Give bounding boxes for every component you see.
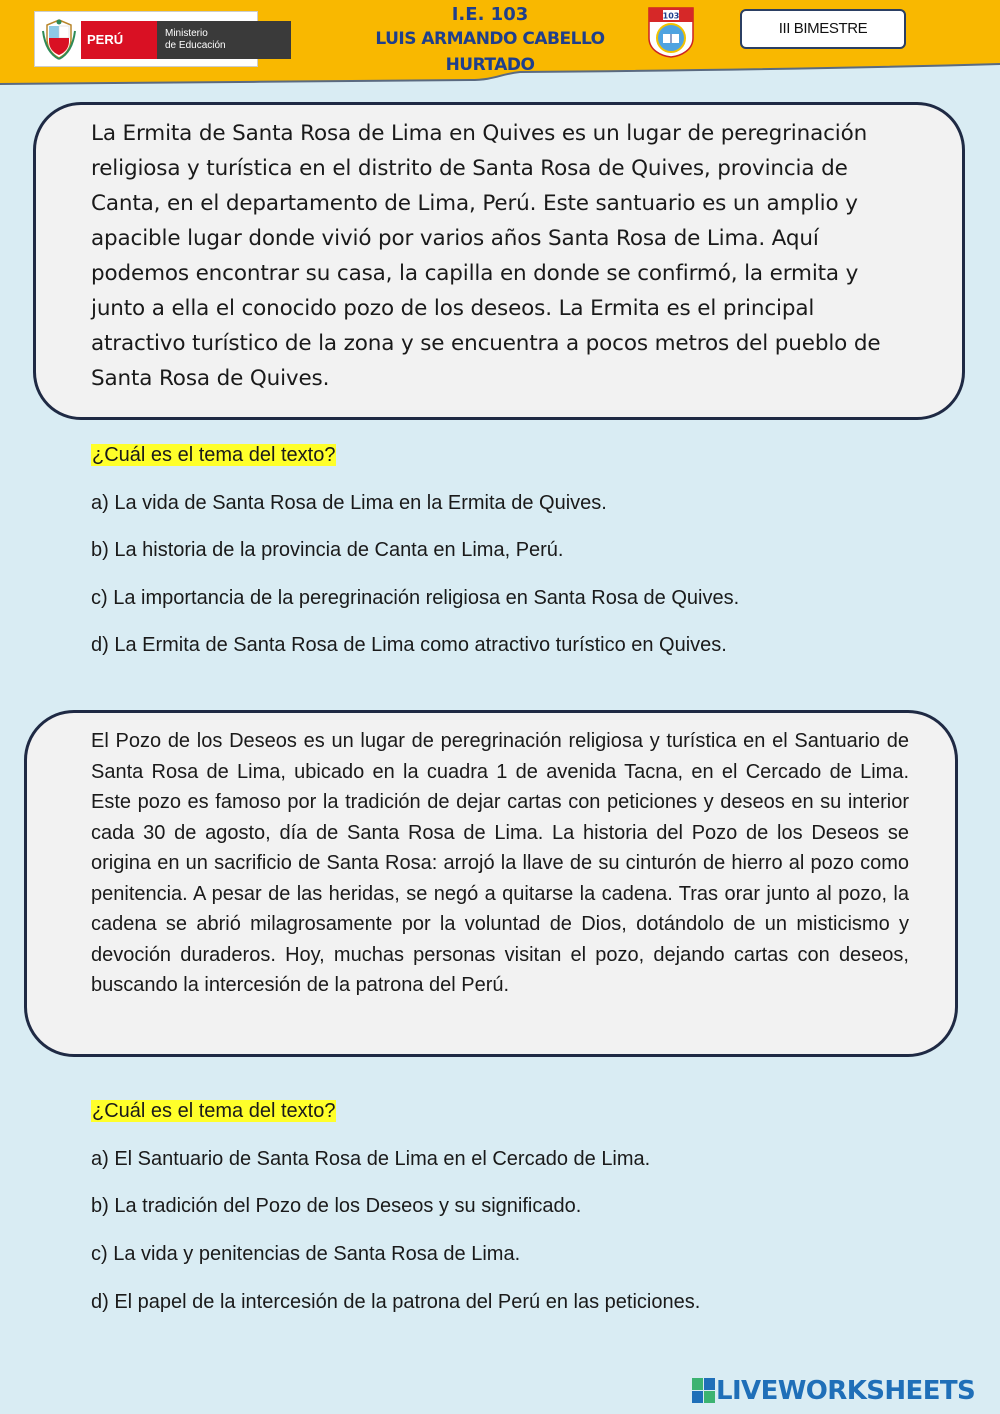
school-crest-icon bbox=[645, 4, 697, 58]
school-crest-number: 103 bbox=[662, 11, 680, 21]
question-2-option-d[interactable]: d) El papel de la intercesión de la patrona del Perú en las peticiones. bbox=[91, 1291, 701, 1313]
question-1-option-b[interactable]: b) La historia de la provincia de Canta en Lima, Perú. bbox=[91, 539, 564, 561]
question-1-option-a[interactable]: a) La vida de Santa Rosa de Lima en la Ermita de Quives. bbox=[91, 492, 607, 514]
school-title: LUIS ARMANDO CABELLO HURTADO bbox=[375, 29, 605, 75]
reading-text-1: La Ermita de Santa Rosa de Lima en Quives es un lugar de peregrinación religiosa y turística en el distrito de Santa Rosa de Quives, provincia de Canta, en el departamento de Lima, Perú. Este santuario es un amplio y apacible lugar donde vivió por varios años Santa Rosa de Lima. Aquí podemos encontrar su casa, la capilla en donde se confirmó, la ermita y junto a ella el conocido pozo de los deseos. La Ermita es el principal atractivo turístico de la zona y se encuentra a pocos metros del pueblo de Santa Rosa de Quives. bbox=[91, 121, 881, 391]
question-2-option-a[interactable]: a) El Santuario de Santa Rosa de Lima en el Cercado de Lima. bbox=[91, 1148, 651, 1170]
question-2-option-b[interactable]: b) La tradición del Pozo de los Deseos y su significado. bbox=[91, 1195, 582, 1217]
peru-coat-of-arms-icon bbox=[41, 17, 77, 61]
question-1-prompt: ¿Cuál es el tema del texto? bbox=[92, 444, 336, 466]
ministry-line2: de Educación bbox=[165, 40, 226, 51]
question-1-option-d[interactable]: d) La Ermita de Santa Rosa de Lima como atractivo turístico en Quives. bbox=[91, 634, 727, 656]
peru-label: PERÚ bbox=[81, 21, 157, 59]
liveworksheets-logo bbox=[692, 1374, 992, 1408]
ministry-logo bbox=[34, 11, 258, 67]
question-1-option-c[interactable]: c) La importancia de la peregrinación religiosa en Santa Rosa de Quives. bbox=[91, 587, 740, 609]
reading-text-2: El Pozo de los Deseos es un lugar de peregrinación religiosa y turística en el Santuario de Santa Rosa de Lima, ubicado en la cuadra 1 de avenida Tacna, en el Cercado de Lima. Este pozo es famoso por la tradición de dejar cartas con peticiones y deseos en su interior cada 30 de agosto, día de Santa Rosa de Lima. La historia del Pozo de los Deseos se origina en un sacrificio de Santa Rosa: arrojó la llave de su cinturón de hierro al pozo como penitencia. A pesar de las heridas, se negó a quitarse la cadena. Tras orar junto al pozo, la cadena se abrió milagrosamente por la voluntad de Dios, dotándolo de un misticismo y devoción duraderos. Hoy, muchas personas visitan el pozo, dejando cartas con deseos, buscando la intercesión de la patrona del Perú. bbox=[91, 730, 909, 996]
ministry-line1: Ministerio bbox=[165, 28, 208, 39]
page-header bbox=[0, 0, 1000, 90]
question-2 bbox=[91, 1098, 336, 1124]
liveworksheets-brand: LIVEWORKSHEETS bbox=[716, 1376, 976, 1406]
school-number: I.E. 103 bbox=[451, 4, 529, 25]
question-2-prompt: ¿Cuál es el tema del texto? bbox=[92, 1100, 336, 1122]
period-badge: III BIMESTRE bbox=[740, 9, 906, 49]
question-1 bbox=[91, 442, 336, 468]
school-name bbox=[340, 4, 640, 78]
ministry-label bbox=[157, 21, 291, 59]
question-2-option-c[interactable]: c) La vida y penitencias de Santa Rosa de Lima. bbox=[91, 1243, 521, 1265]
liveworksheets-icon bbox=[692, 1378, 716, 1404]
